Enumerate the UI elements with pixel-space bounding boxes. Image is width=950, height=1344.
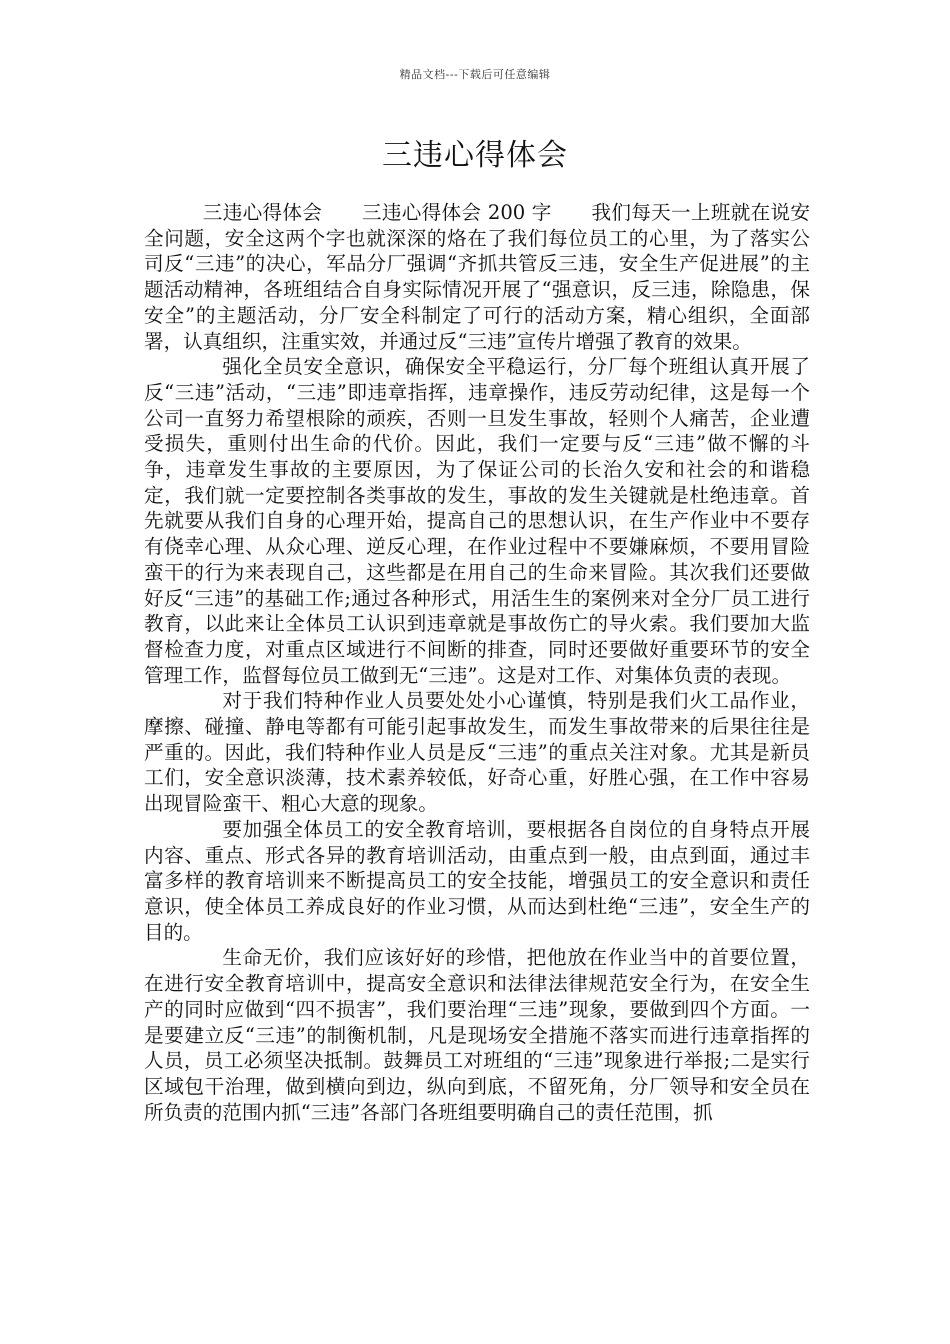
paragraph-3: 对于我们特种作业人员要处处小心谨慎，特别是我们火工品作业，摩擦、碰撞、静电等都有可能引起事故发生，而发生事故带来的后果往往是严重的。因此，我们特种作业人员是反“三违”的重点关注对象。尤其是新员工们，安全意识淡薄，技术素养较低，好奇心重，好胜心强，在工作中容易出现冒险蛮干、粗心大意的现象。 <box>144 689 810 816</box>
paragraph-5: 生命无价，我们应该好好的珍惜，把他放在作业当中的首要位置，在进行安全教育培训中，提高安全意识和法律法律规范安全行为，在安全生产的同时应做到“四不损害”，我们要治理“三违”现象，要做到四个方面。一是要建立反“三违”的制衡机制，凡是现场安全措施不落实而进行违章指挥的人员，员工必须坚决抵制。鼓舞员工对班组的“三违”现象进行举报;二是实行区域包干治理，做到横向到边，纵向到底，不留死角，分厂领导和安全员在所负责的范围内抓“三违”各部门各班组要明确自己的责任范围，抓 <box>144 946 810 1124</box>
paragraph-2: 强化全员安全意识，确保安全平稳运行，分厂每个班组认真开展了反“三违”活动，“三违”即违章指挥，违章操作，违反劳动纪律，这是每一个公司一直努力希望根除的顽疾，否则一旦发生事故，轻则个人痛苦，企业遭受损失，重则付出生命的代价。因此，我们一定要与反“三违”做不懈的斗争，违章发生事故的主要原因，为了保证公司的长治久安和社会的和谐稳定，我们就一定要控制各类事故的发生，事故的发生关键就是杜绝违章。首先就要从我们自身的心理开始，提高自己的思想认识，在生产作业中不要存有侥幸心理、从众心理、逆反心理，在作业过程中不要嫌麻烦，不要用冒险蛮干的行为来表现自己，这些都是在用自己的生命来冒险。其次我们还要做好反“三违”的基础工作;通过各种形式，用活生生的案例来对全分厂员工进行教育，以此来让全体员工认识到违章就是事故伤亡的导火索。我们要加大监督检查力度，对重点区域进行不间断的排查，同时还要做好重要环节的安全管理工作，监督每位员工做到无“三违”。这是对工作、对集体负责的表现。 <box>144 355 810 687</box>
paragraph-1: 三违心得体会 三违心得体会 200 字 我们每天一上班就在说安全问题，安全这两个字也就深深的烙在了我们每位员工的心里，为了落实公司反“三违”的决心，军品分厂强调“齐抓共管反三违，安全生产促进展”的主题活动精神，各班组结合自身实际情况开展了“强意识，反三违，除隐患，保安全”的主题活动，分厂安全科制定了可行的活动方案，精心组织，全面部署，认真组织，注重实效，并通过反“三违”宣传片增强了教育的效果。 <box>144 201 810 353</box>
document-title: 三违心得体会 <box>382 138 568 173</box>
document-body <box>144 200 810 1125</box>
paragraph-4: 要加强全体员工的安全教育培训，要根据各自岗位的自身特点开展内容、重点、形式各异的教育培训活动，由重点到一般，由点到面，通过丰富多样的教育培训来不断提高员工的安全技能，增强员工的安全意识和责任意识，使全体员工养成良好的作业习惯，从而达到杜绝“三违”，安全生产的目的。 <box>144 817 810 944</box>
header-note: 精品文档---下载后可任意编辑 <box>399 68 551 81</box>
